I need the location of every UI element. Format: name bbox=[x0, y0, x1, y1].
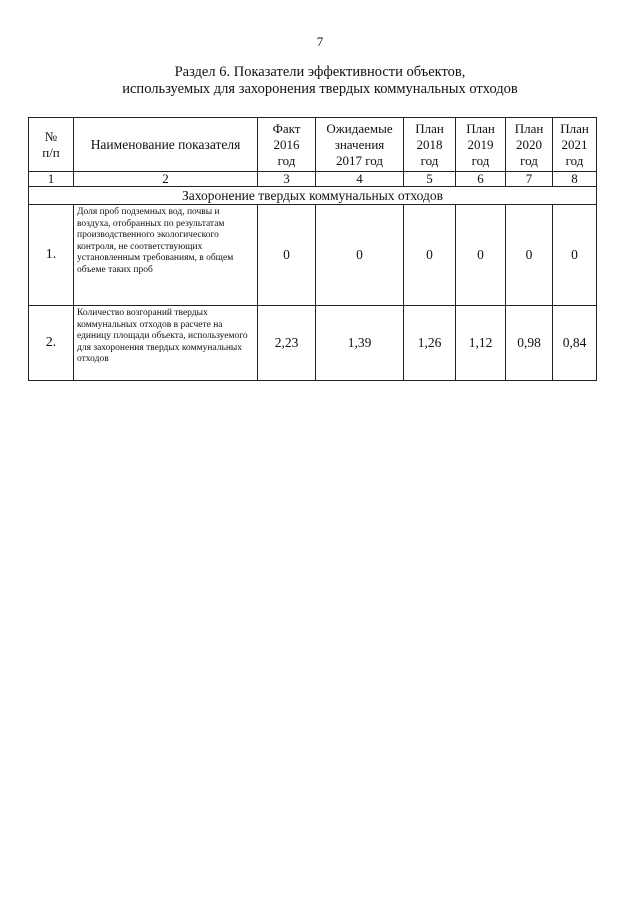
indicator-name: Количество возгораний твердых коммунальных отходов в расчете на единицу площади объекта, используемого для захоронения твердых коммунальных отходов bbox=[74, 306, 258, 381]
column-number: 6 bbox=[456, 172, 506, 187]
section-title bbox=[0, 64, 640, 98]
header-col-2017: Ожидаемые значения 2017 год bbox=[316, 118, 404, 172]
value-2016: 2,23 bbox=[258, 306, 316, 381]
column-number: 7 bbox=[506, 172, 553, 187]
value-2020: 0,98 bbox=[506, 306, 553, 381]
value-2017: 1,39 bbox=[316, 306, 404, 381]
section-row bbox=[29, 187, 597, 205]
page-number: 7 bbox=[316, 34, 324, 49]
value-2019: 0 bbox=[456, 205, 506, 306]
column-number: 5 bbox=[404, 172, 456, 187]
value-2021: 0 bbox=[553, 205, 597, 306]
row-number: 2. bbox=[29, 306, 74, 381]
column-number: 4 bbox=[316, 172, 404, 187]
value-2021: 0,84 bbox=[553, 306, 597, 381]
header-col-2019: План 2019 год bbox=[456, 118, 506, 172]
header-col-2020: План 2020 год bbox=[506, 118, 553, 172]
value-2016: 0 bbox=[258, 205, 316, 306]
column-number-row bbox=[29, 172, 597, 187]
header-col-number: № п/п bbox=[29, 118, 74, 172]
value-2019: 1,12 bbox=[456, 306, 506, 381]
row-number: 1. bbox=[29, 205, 74, 306]
indicators-table bbox=[28, 117, 597, 381]
table-row bbox=[29, 306, 597, 381]
value-2018: 1,26 bbox=[404, 306, 456, 381]
column-number: 1 bbox=[29, 172, 74, 187]
value-2018: 0 bbox=[404, 205, 456, 306]
value-2020: 0 bbox=[506, 205, 553, 306]
section-heading: Захоронение твердых коммунальных отходов bbox=[29, 187, 597, 205]
header-col-2016: Факт 2016 год bbox=[258, 118, 316, 172]
header-col-name: Наименование показателя bbox=[74, 118, 258, 172]
table-row bbox=[29, 205, 597, 306]
header-col-2018: План 2018 год bbox=[404, 118, 456, 172]
title-line-2: используемых для захоронения твердых коммунальных отходов bbox=[122, 81, 518, 97]
table-header-row bbox=[29, 118, 597, 172]
value-2017: 0 bbox=[316, 205, 404, 306]
column-number: 3 bbox=[258, 172, 316, 187]
header-col-2021: План 2021 год bbox=[553, 118, 597, 172]
title-line-1: Раздел 6. Показатели эффективности объектов, bbox=[174, 64, 466, 80]
indicator-name: Доля проб подземных вод, почвы и воздуха, отобранных по результатам производственного экологического контроля, не соответствующих установленным требованиям, в общем объеме таких проб bbox=[74, 205, 258, 306]
column-number: 8 bbox=[553, 172, 597, 187]
column-number: 2 bbox=[74, 172, 258, 187]
